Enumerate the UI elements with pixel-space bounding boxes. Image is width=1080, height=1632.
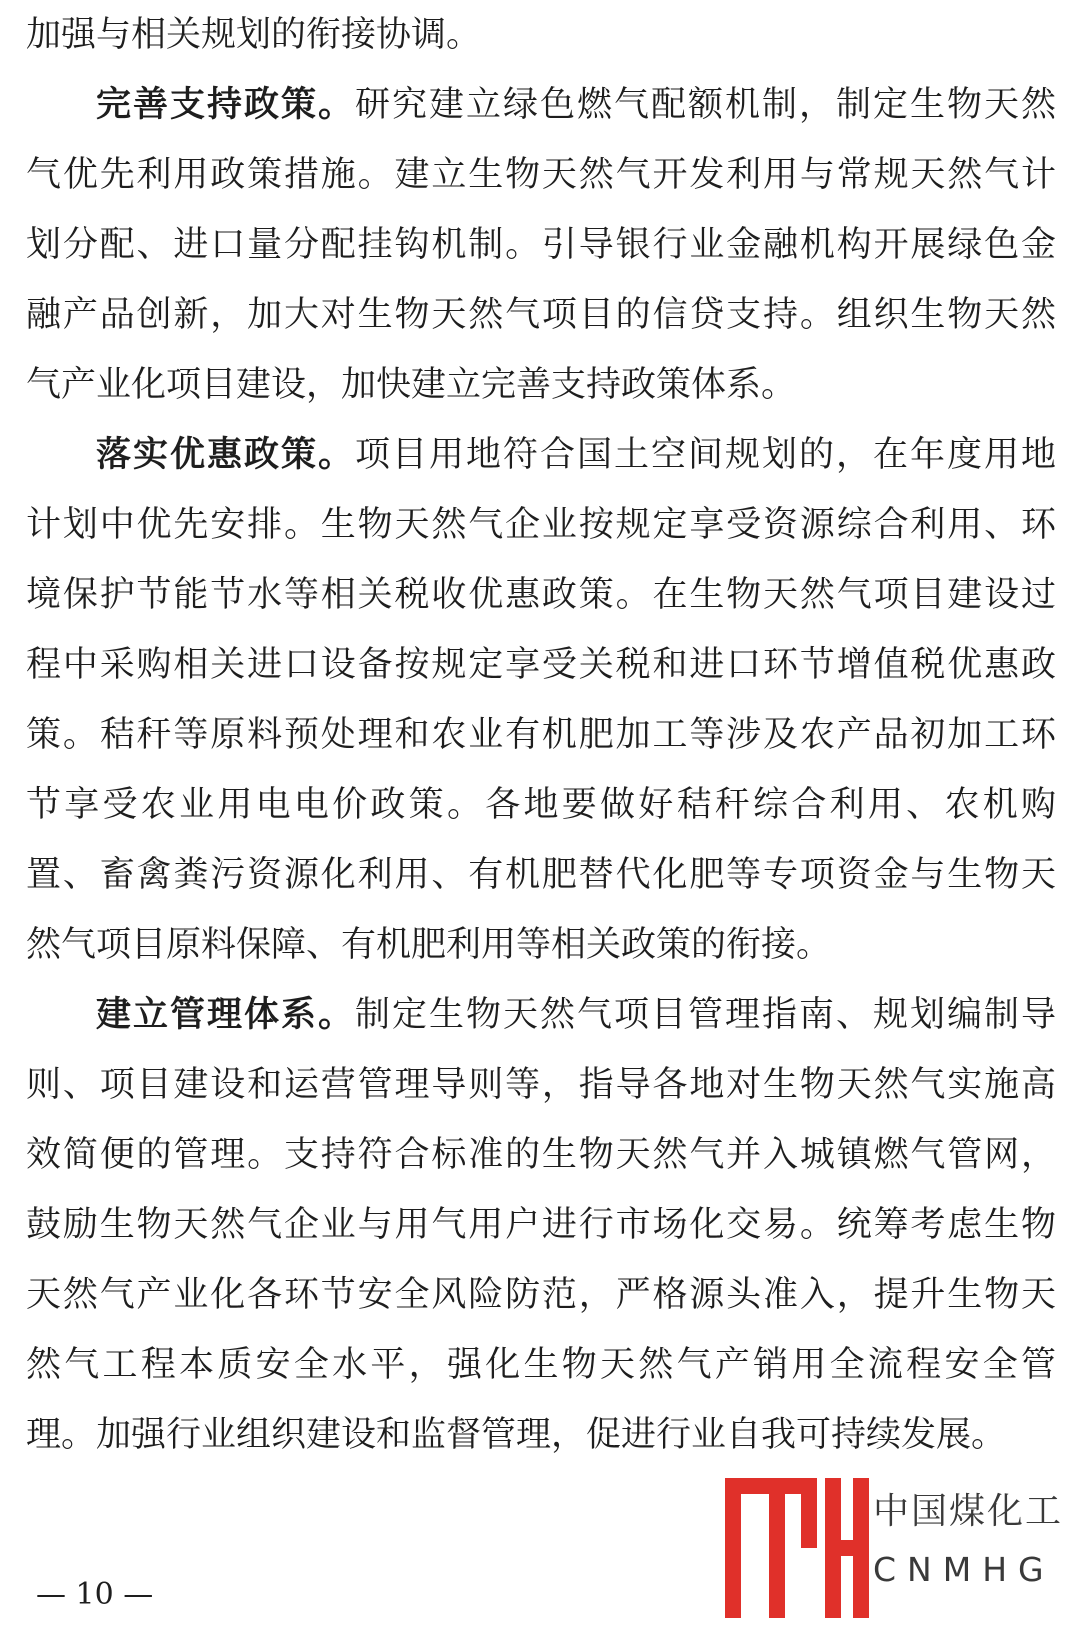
text-line [26, 1120, 1056, 1190]
text-line-content: 然气工程本质安全水平，强化生物天然气产销用全流程安全管 [26, 1345, 1056, 1385]
paragraph-first-line [26, 70, 1056, 140]
text-line [26, 560, 1056, 630]
text-line-content: 然气项目原料保障、有机肥利用等相关政策的衔接。 [26, 925, 832, 965]
text-line [26, 140, 1056, 210]
paragraph-heading: 落实优惠政策。 [96, 434, 355, 475]
paragraph-first-line [26, 980, 1056, 1050]
text-line-content: 境保护节能节水等相关税收优惠政策。在生物天然气项目建设过 [26, 575, 1056, 615]
text-line-content: 计划中优先安排。生物天然气企业按规定享受资源综合利用、环 [26, 505, 1056, 545]
text-line-content: 加强与相关规划的衔接协调。 [26, 15, 482, 55]
text-line [26, 630, 1056, 700]
text-line [26, 1260, 1056, 1330]
paragraph-first-line [26, 420, 1056, 490]
paragraph-heading: 完善支持政策。 [96, 84, 355, 125]
watermark-name-cn: 中国煤化工 [873, 1491, 1064, 1532]
paragraph-heading: 建立管理体系。 [96, 994, 355, 1035]
page-number: — 10 — [36, 1577, 154, 1612]
text-line [26, 840, 1056, 910]
text-line [26, 1050, 1056, 1120]
text-line [26, 1400, 1056, 1470]
text-line [26, 910, 1056, 980]
watermark-name-en: CNMHG [873, 1550, 1055, 1589]
text-line-content: 融产品创新，加大对生物天然气项目的信贷支持。组织生物天然 [26, 295, 1056, 335]
text-line-content: 则、项目建设和运营管理导则等，指导各地对生物天然气实施高 [26, 1065, 1056, 1105]
text-line-content: 策。秸秆等原料预处理和农业有机肥加工等涉及农产品初加工环 [26, 715, 1056, 755]
text-line [26, 210, 1056, 280]
text-line-content: 气产业化项目建设，加快建立完善支持政策体系。 [26, 365, 797, 405]
text-line-content: 研究建立绿色燃气配额机制，制定生物天然 [355, 85, 1056, 125]
text-line [26, 350, 1056, 420]
logo-mark-icon [725, 1478, 869, 1618]
text-line [26, 1330, 1056, 1400]
text-line-content: 鼓励生物天然气企业与用气用户进行市场化交易。统筹考虑生物 [26, 1205, 1056, 1245]
text-line-content: 节享受农业用电电价政策。各地要做好秸秆综合利用、农机购 [26, 785, 1056, 825]
text-line-content: 置、畜禽粪污资源化利用、有机肥替代化肥等专项资金与生物天 [26, 855, 1056, 895]
text-line-content: 划分配、进口量分配挂钩机制。引导银行业金融机构开展绿色金 [26, 225, 1056, 265]
text-line-content: 天然气产业化各环节安全风险防范，严格源头准入，提升生物天 [26, 1275, 1056, 1315]
text-line [26, 770, 1056, 840]
text-line-content: 制定生物天然气项目管理指南、规划编制导 [355, 995, 1056, 1035]
text-line [26, 700, 1056, 770]
body-text [26, 0, 1056, 1470]
text-line-content: 效简便的管理。支持符合标准的生物天然气并入城镇燃气管网， [26, 1135, 1056, 1175]
text-line-content: 理。加强行业组织建设和监督管理，促进行业自我可持续发展。 [26, 1415, 1007, 1455]
text-line [26, 0, 1056, 70]
text-line [26, 1190, 1056, 1260]
text-line-content: 项目用地符合国土空间规划的，在年度用地 [355, 435, 1056, 475]
text-line [26, 280, 1056, 350]
text-line [26, 490, 1056, 560]
text-line-content: 气优先利用政策措施。建立生物天然气开发利用与常规天然气计 [26, 155, 1056, 195]
text-line-content: 程中采购相关进口设备按规定享受关税和进口环节增值税优惠政 [26, 645, 1056, 685]
